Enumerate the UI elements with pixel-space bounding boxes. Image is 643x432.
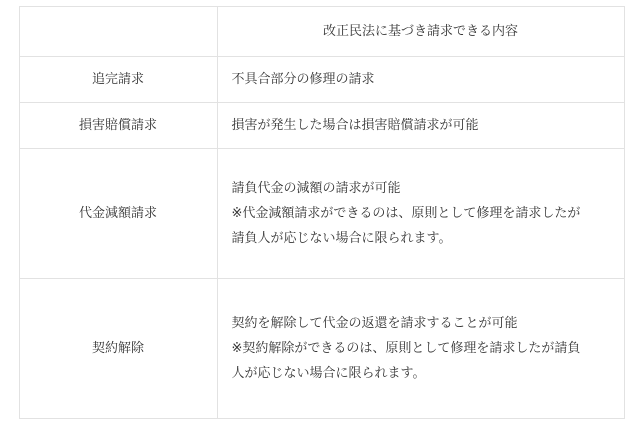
row-content-keiyakukaijo xyxy=(217,279,624,419)
table-row xyxy=(19,103,624,149)
row-label-daikingengaku: 代金減額請求 xyxy=(19,149,217,279)
claims-table xyxy=(19,6,625,419)
row-content-line: 請負代金の減額の請求が可能 xyxy=(231,180,401,196)
row-content-line: ※代金減額請求ができるのは、原則として修理を請求したが xyxy=(231,205,581,221)
row-content-songaibaisho xyxy=(217,103,624,149)
row-label-songaibaisho: 損害賠償請求 xyxy=(19,103,217,149)
row-content-line: 契約を解除して代金の返還を請求することが可能 xyxy=(231,315,518,331)
row-content-line: 人が応じない場合に限られます。 xyxy=(231,364,426,380)
table-row xyxy=(19,149,624,279)
row-content-line: 不具合部分の修理の請求 xyxy=(231,71,375,87)
row-content-line: 請負人が応じない場合に限られます。 xyxy=(231,229,452,245)
header-cell-empty xyxy=(19,7,217,57)
row-label-keiyakukaijo: 契約解除 xyxy=(19,279,217,419)
claims-table-container xyxy=(0,6,643,432)
header-cell-content: 改正民法に基づき請求できる内容 xyxy=(217,7,624,57)
table-header-row xyxy=(19,7,624,57)
row-label-tsuikan: 追完請求 xyxy=(19,57,217,103)
row-content-tsuikan xyxy=(217,57,624,103)
table-row xyxy=(19,57,624,103)
table-body xyxy=(19,7,624,419)
row-content-line: ※契約解除ができるのは、原則として修理を請求したが請負 xyxy=(231,340,581,356)
row-content-daikingengaku xyxy=(217,149,624,279)
table-row xyxy=(19,279,624,419)
row-content-line: 損害が発生した場合は損害賠償請求が可能 xyxy=(231,117,479,133)
